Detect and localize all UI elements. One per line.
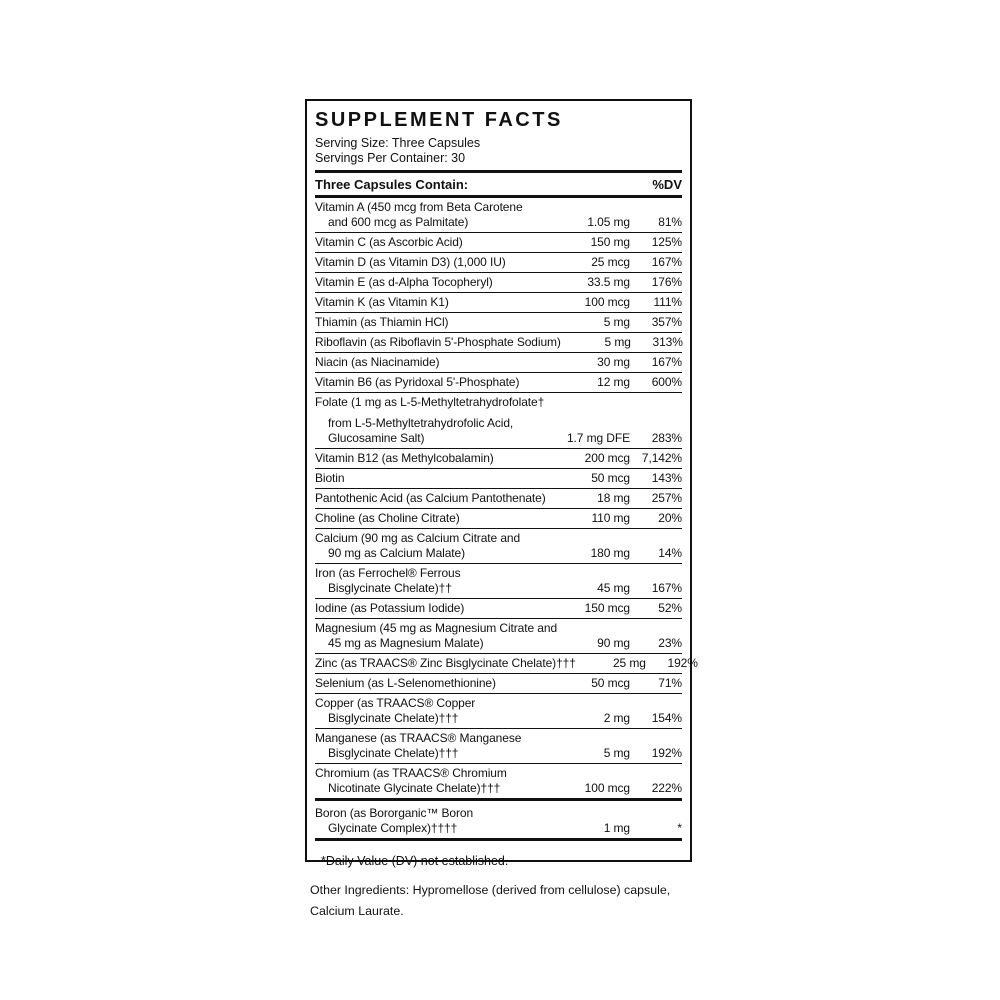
- nutrient-row: [315, 313, 682, 333]
- nutrient-name: Nicotinate Glycinate Chelate)†††: [328, 781, 501, 795]
- nutrient-value-line: [315, 235, 682, 250]
- nutrient-row: [315, 469, 682, 489]
- nutrient-name: Biotin: [315, 471, 345, 485]
- nutrient-row: [315, 253, 682, 273]
- nutrient-name: Thiamin (as Thiamin HCl): [315, 315, 449, 329]
- nutrient-name: Vitamin C (as Ascorbic Acid): [315, 235, 463, 249]
- nutrient-dv: 23%: [658, 636, 682, 650]
- nutrient-amount: 18 mg: [597, 491, 630, 505]
- nutrient-amount: 5 mg: [604, 335, 631, 349]
- nutrient-amount: 50 mcg: [591, 471, 630, 485]
- nutrient-dv: 600%: [651, 375, 682, 389]
- nutrient-amount: 150 mg: [590, 235, 630, 249]
- nutrient-amount: 200 mcg: [584, 451, 630, 465]
- nutrient-value-line: [315, 581, 682, 596]
- nutrient-amount: 50 mcg: [591, 676, 630, 690]
- nutrient-dv: 20%: [658, 511, 682, 525]
- table-header: [315, 173, 682, 195]
- nutrient-name-line: Boron (as Bororganic™ Boron: [315, 806, 474, 820]
- nutrient-row: [315, 233, 682, 253]
- nutrient-value-line: [315, 255, 682, 270]
- nutrient-name: Iodine (as Potassium Iodide): [315, 601, 465, 615]
- table-header-dv: %DV: [652, 177, 682, 192]
- nutrient-dv: 167%: [651, 355, 682, 369]
- nutrient-value-line: [315, 636, 682, 651]
- nutrient-value-line: [315, 781, 682, 796]
- supplement-facts-panel: [305, 99, 698, 868]
- nutrient-value-line: [315, 295, 682, 310]
- nutrient-name: Choline (as Choline Citrate): [315, 511, 460, 525]
- nutrient-name-line: Chromium (as TRAACS® Chromium: [315, 766, 507, 780]
- nutrient-amount: 33.5 mg: [587, 275, 630, 289]
- panel-title: SUPPLEMENT FACTS: [315, 109, 563, 131]
- nutrient-value-line: [315, 656, 698, 671]
- nutrient-row: [315, 564, 682, 599]
- nutrient-amount: 2 mg: [603, 711, 630, 725]
- nutrient-name: Zinc (as TRAACS® Zinc Bisglycinate Chelate)†††: [315, 656, 576, 670]
- nutrient-row: [315, 654, 698, 674]
- nutrient-value-line: [315, 511, 682, 526]
- servings-per-container: Servings Per Container: 30: [315, 151, 466, 165]
- nutrient-name: Pantothenic Acid (as Calcium Pantothenate): [315, 491, 546, 505]
- nutrient-value-line: [315, 601, 682, 616]
- nutrient-dv: *: [677, 821, 682, 835]
- nutrient-dv: 111%: [653, 295, 682, 309]
- nutrient-row: [315, 353, 682, 373]
- nutrient-dv: 52%: [658, 601, 682, 615]
- nutrient-value-line: [315, 431, 682, 446]
- nutrient-row: [315, 509, 682, 529]
- nutrient-value-line: [315, 335, 682, 350]
- nutrient-value-line: [315, 471, 682, 486]
- nutrient-row: [315, 529, 682, 564]
- other-ingredients: Other Ingredients: Hypromellose (derived from cellulose) capsule, Calcium Laurate.: [310, 883, 671, 919]
- nutrient-amount: 110 mg: [591, 511, 630, 525]
- nutrient-value-line: [315, 676, 682, 691]
- nutrient-dv: 313%: [652, 335, 683, 349]
- nutrient-value-line: [315, 375, 682, 390]
- nutrient-dv: 143%: [651, 471, 682, 485]
- nutrient-dv: 125%: [651, 235, 682, 249]
- nutrient-dv: 283%: [651, 431, 682, 445]
- nutrient-name: Riboflavin (as Riboflavin 5'-Phosphate Sodium): [315, 335, 561, 349]
- nutrient-name: and 600 mcg as Palmitate): [328, 215, 469, 229]
- nutrient-value-line: [315, 275, 682, 290]
- nutrient-value-line: [315, 451, 682, 466]
- table-header-left: Three Capsules Contain:: [315, 177, 469, 192]
- nutrient-name: Selenium (as L-Selenomethionine): [315, 676, 496, 690]
- nutrient-name: Vitamin D (as Vitamin D3) (1,000 IU): [315, 255, 506, 269]
- nutrient-dv: 167%: [651, 255, 682, 269]
- nutrient-name-line: Iron (as Ferrochel® Ferrous: [315, 566, 461, 580]
- nutrient-name-line: Calcium (90 mg as Calcium Citrate and: [315, 531, 521, 545]
- nutrient-value-line: [315, 821, 682, 836]
- nutrient-row: [315, 599, 682, 619]
- nutrient-row: [315, 373, 682, 393]
- nutrient-row: [315, 764, 682, 801]
- nutrient-dv: 176%: [651, 275, 682, 289]
- nutrient-row: [315, 694, 682, 729]
- nutrient-amount: 5 mg: [603, 315, 630, 329]
- nutrient-dv: 7,142%: [641, 451, 682, 465]
- nutrient-name: Vitamin K (as Vitamin K1): [315, 295, 449, 309]
- nutrient-dv: 222%: [651, 781, 682, 795]
- nutrient-name: 90 mg as Calcium Malate): [328, 546, 465, 560]
- nutrient-dv: 81%: [658, 215, 682, 229]
- nutrient-amount: 1 mg: [603, 821, 630, 835]
- nutrient-row: [315, 801, 682, 841]
- nutrient-dv: 357%: [651, 315, 682, 329]
- nutrient-amount: 30 mg: [597, 355, 630, 369]
- nutrient-dv: 167%: [651, 581, 682, 595]
- nutrient-row: [315, 393, 682, 449]
- nutrient-value-line: [315, 491, 682, 506]
- nutrient-amount: 5 mg: [603, 746, 630, 760]
- nutrient-dv: 154%: [651, 711, 682, 725]
- nutrient-row: [315, 729, 682, 764]
- nutrient-name-line: Copper (as TRAACS® Copper: [315, 696, 476, 710]
- nutrient-name-line: from L-5-Methyltetrahydrofolic Acid,: [328, 416, 514, 430]
- nutrient-dv: 14%: [658, 546, 682, 560]
- nutrient-row: [315, 619, 682, 654]
- nutrient-name: Vitamin E (as d-Alpha Tocopheryl): [315, 275, 493, 289]
- nutrient-value-line: [315, 546, 682, 561]
- daily-value-footnote: *Daily Value (DV) not established.: [321, 854, 509, 868]
- nutrient-name: Bisglycinate Chelate)†††: [328, 711, 459, 725]
- nutrient-amount: 25 mg: [612, 656, 646, 670]
- nutrient-rows: [315, 198, 698, 841]
- nutrient-name: Vitamin B6 (as Pyridoxal 5'-Phosphate): [315, 375, 520, 389]
- nutrient-amount: 12 mg: [597, 375, 630, 389]
- nutrient-amount: 1.7 mg DFE: [566, 431, 630, 445]
- nutrient-row: [315, 198, 682, 233]
- nutrient-name-line: Magnesium (45 mg as Magnesium Citrate and: [315, 621, 558, 635]
- nutrient-row: [315, 293, 682, 313]
- nutrient-dv: 71%: [658, 676, 682, 690]
- nutrient-name: Vitamin B12 (as Methylcobalamin): [315, 451, 494, 465]
- nutrient-amount: 90 mg: [597, 636, 630, 650]
- nutrient-name-line: Folate (1 mg as L-5-Methyltetrahydrofolate†: [315, 395, 545, 409]
- nutrient-value-line: [315, 711, 682, 726]
- nutrient-amount: 180 mg: [590, 546, 630, 560]
- nutrient-amount: 1.05 mg: [587, 215, 630, 229]
- nutrient-name: 45 mg as Magnesium Malate): [328, 636, 484, 650]
- nutrient-name: Bisglycinate Chelate)†††: [328, 746, 459, 760]
- nutrient-name: Glucosamine Salt): [328, 431, 425, 445]
- nutrient-amount: 45 mg: [597, 581, 630, 595]
- nutrient-value-line: [315, 355, 682, 370]
- nutrient-name-line: Manganese (as TRAACS® Manganese: [315, 731, 522, 745]
- nutrient-row: [315, 273, 682, 293]
- nutrient-amount: 25 mcg: [591, 255, 630, 269]
- nutrient-name: Bisglycinate Chelate)††: [328, 581, 452, 595]
- nutrient-amount: 100 mcg: [584, 295, 630, 309]
- serving-size: Serving Size: Three Capsules: [315, 136, 481, 150]
- nutrient-name-line: Vitamin A (450 mcg from Beta Carotene: [315, 200, 523, 214]
- nutrient-dv: 192%: [651, 746, 682, 760]
- nutrient-dv: 257%: [651, 491, 682, 505]
- nutrient-name: Glycinate Complex)††††: [328, 821, 458, 835]
- nutrient-name: Niacin (as Niacinamide): [315, 355, 440, 369]
- nutrient-amount: 100 mcg: [584, 781, 630, 795]
- nutrient-dv: 192%: [667, 656, 698, 670]
- nutrient-value-line: [315, 215, 682, 230]
- nutrient-row: [315, 333, 682, 353]
- nutrient-row: [315, 449, 682, 469]
- nutrient-row: [315, 674, 682, 694]
- nutrient-amount: 150 mcg: [584, 601, 630, 615]
- nutrient-value-line: [315, 746, 682, 761]
- nutrient-value-line: [315, 315, 682, 330]
- nutrient-row: [315, 489, 682, 509]
